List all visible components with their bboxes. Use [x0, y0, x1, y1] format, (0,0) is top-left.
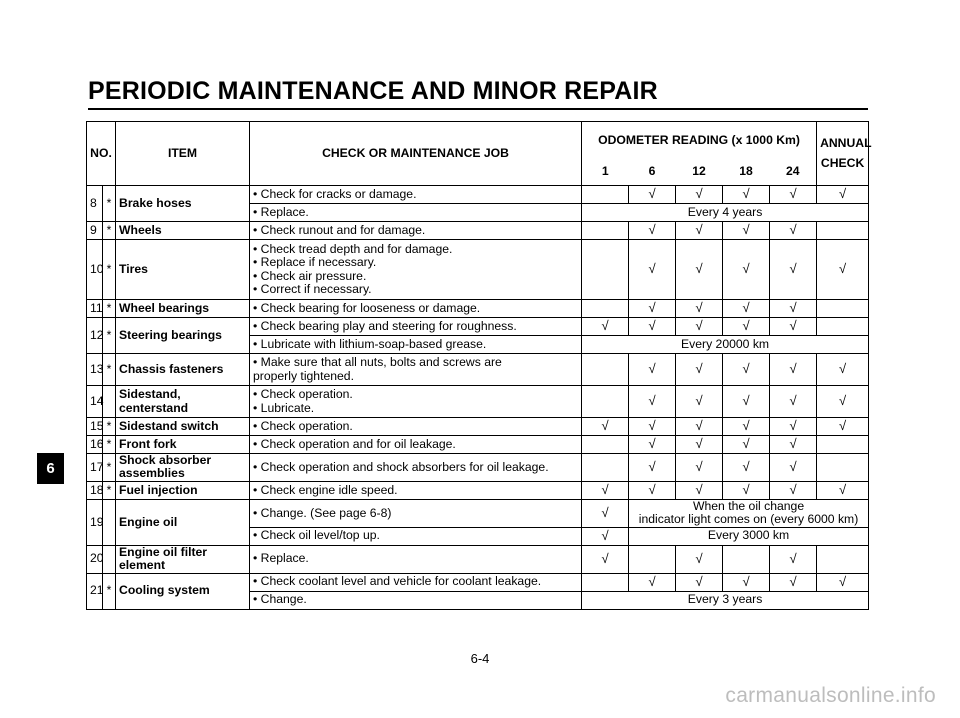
check-mark: √	[582, 481, 629, 499]
row-job-line: • Check bearing for looseness or damage.	[253, 300, 481, 315]
table-body	[87, 186, 869, 610]
check-mark: √	[770, 354, 817, 386]
row-star: *	[103, 354, 116, 386]
row-star: *	[103, 418, 116, 436]
row-job	[250, 499, 582, 527]
row-job	[250, 454, 582, 482]
check-mark: √	[629, 222, 676, 240]
row-star	[103, 545, 116, 573]
row-job-line: • Change.	[253, 592, 307, 607]
interval-text: Every 3 years	[582, 591, 869, 609]
row-job	[250, 354, 582, 386]
row-job-line: • Lubricate with lithium-soap-based grease.	[253, 336, 487, 351]
row-item: Wheel bearings	[116, 300, 250, 318]
empty-cell	[582, 222, 629, 240]
header-odometer: ODOMETER READING (x 1000 Km)	[582, 122, 817, 159]
check-mark: √	[770, 222, 817, 240]
check-mark: √	[676, 454, 723, 482]
interval-text	[629, 499, 869, 527]
row-star: *	[103, 573, 116, 609]
row-number: 17	[87, 454, 103, 482]
check-mark: √	[723, 573, 770, 591]
row-job-line: • Replace.	[253, 551, 309, 566]
empty-cell	[582, 186, 629, 204]
check-mark: √	[723, 418, 770, 436]
row-number: 21	[87, 573, 103, 609]
check-mark: √	[676, 386, 723, 418]
check-mark: √	[817, 240, 869, 300]
check-mark: √	[676, 418, 723, 436]
row-job-line: properly tightened.	[253, 368, 354, 383]
header-odo-18: 18	[723, 159, 770, 186]
header-odo-6: 6	[629, 159, 676, 186]
page-number: 6-4	[470, 651, 490, 666]
check-mark: √	[723, 318, 770, 336]
row-job-line: • Check oil level/top up.	[253, 528, 380, 543]
check-mark: √	[723, 240, 770, 300]
row-job	[250, 527, 582, 545]
interval-text: Every 3000 km	[629, 527, 869, 545]
empty-cell	[629, 545, 676, 573]
empty-cell	[582, 300, 629, 318]
check-mark: √	[582, 545, 629, 573]
check-mark: √	[582, 418, 629, 436]
row-number: 10	[87, 240, 103, 300]
check-mark: √	[770, 545, 817, 573]
header-annual-line2: CHECK	[820, 156, 865, 170]
row-job-line: • Check air pressure.	[253, 268, 367, 283]
row-job-line: • Make sure that all nuts, bolts and screws are	[253, 355, 502, 370]
watermark: carmanualsonline.info	[725, 684, 936, 707]
row-item-line: Shock absorber	[119, 453, 212, 467]
table-row	[87, 186, 869, 204]
row-job-line: • Check operation and shock absorbers for oil leakage.	[253, 459, 549, 474]
maintenance-table	[86, 121, 872, 610]
check-mark: √	[629, 386, 676, 418]
check-mark: √	[723, 222, 770, 240]
check-mark: √	[676, 436, 723, 454]
interval-line: indicator light comes on (every 6000 km)	[638, 512, 859, 527]
row-number: 8	[87, 186, 103, 222]
row-number: 16	[87, 436, 103, 454]
row-job-line: • Change. (See page 6-8)	[253, 505, 392, 520]
row-number: 19	[87, 499, 103, 545]
row-item: Front fork	[116, 436, 250, 454]
check-mark: √	[676, 186, 723, 204]
empty-cell	[582, 454, 629, 482]
header-odo-12: 12	[676, 159, 723, 186]
empty-cell	[817, 318, 869, 336]
check-mark: √	[770, 481, 817, 499]
table-row	[87, 222, 869, 240]
table-row	[87, 300, 869, 318]
row-job-line: • Lubricate.	[253, 400, 315, 415]
row-star: *	[103, 318, 116, 354]
empty-cell	[817, 454, 869, 482]
table-row	[87, 354, 869, 386]
row-job-line: • Check coolant level and vehicle for coolant leakage.	[253, 574, 542, 589]
row-item: Steering bearings	[116, 318, 250, 354]
check-mark: √	[817, 418, 869, 436]
check-mark: √	[770, 573, 817, 591]
row-item: Wheels	[116, 222, 250, 240]
row-star: *	[103, 454, 116, 482]
row-star	[103, 499, 116, 545]
check-mark: √	[770, 186, 817, 204]
empty-cell	[582, 354, 629, 386]
interval-text: Every 4 years	[582, 204, 869, 222]
row-job	[250, 436, 582, 454]
row-number: 13	[87, 354, 103, 386]
row-item: Cooling system	[116, 573, 250, 609]
table-row	[87, 318, 869, 336]
header-odo-24: 24	[770, 159, 817, 186]
check-mark: √	[723, 386, 770, 418]
row-item: Sidestand switch	[116, 418, 250, 436]
check-mark: √	[629, 300, 676, 318]
empty-cell	[817, 300, 869, 318]
check-mark: √	[676, 318, 723, 336]
check-mark: √	[723, 186, 770, 204]
check-mark: √	[817, 481, 869, 499]
row-job	[250, 386, 582, 418]
row-number: 18	[87, 481, 103, 499]
check-mark: √	[582, 499, 629, 527]
table-row	[87, 545, 869, 573]
check-mark: √	[629, 436, 676, 454]
interval-text: Every 20000 km	[582, 336, 869, 354]
check-mark: √	[770, 318, 817, 336]
header-item: ITEM	[116, 122, 250, 186]
header-annual	[817, 122, 872, 186]
title-rule	[88, 108, 868, 110]
check-mark: √	[629, 481, 676, 499]
row-star: *	[103, 222, 116, 240]
check-mark: √	[770, 240, 817, 300]
row-number: 14	[87, 386, 103, 418]
table-row	[87, 454, 869, 482]
check-mark: √	[817, 186, 869, 204]
check-mark: √	[770, 454, 817, 482]
empty-cell	[582, 386, 629, 418]
row-job	[250, 418, 582, 436]
empty-cell	[817, 436, 869, 454]
empty-cell	[582, 240, 629, 300]
check-mark: √	[629, 418, 676, 436]
row-job	[250, 186, 582, 204]
row-number: 20	[87, 545, 103, 573]
check-mark: √	[676, 222, 723, 240]
row-star: *	[103, 240, 116, 300]
check-mark: √	[723, 354, 770, 386]
row-job-line: • Check tread depth and for damage.	[253, 241, 453, 256]
page-title: PERIODIC MAINTENANCE AND MINOR REPAIR	[88, 77, 658, 105]
row-star: *	[103, 186, 116, 222]
table-row	[87, 499, 869, 527]
empty-cell	[582, 573, 629, 591]
check-mark: √	[676, 354, 723, 386]
chapter-tab: 6	[37, 453, 64, 484]
check-mark: √	[723, 454, 770, 482]
row-job	[250, 481, 582, 499]
check-mark: √	[629, 573, 676, 591]
table-row	[87, 436, 869, 454]
check-mark: √	[723, 300, 770, 318]
check-mark: √	[629, 186, 676, 204]
table-row	[87, 386, 869, 418]
row-star	[103, 386, 116, 418]
table-row	[87, 481, 869, 499]
row-number: 12	[87, 318, 103, 354]
empty-cell	[817, 545, 869, 573]
row-number: 15	[87, 418, 103, 436]
check-mark: √	[629, 454, 676, 482]
row-item	[116, 454, 250, 482]
row-job-line: • Replace if necessary.	[253, 255, 377, 270]
check-mark: √	[676, 300, 723, 318]
row-star: *	[103, 300, 116, 318]
row-item: Engine oil filter element	[116, 545, 250, 573]
row-job	[250, 336, 582, 354]
row-item: Fuel injection	[116, 481, 250, 499]
check-mark: √	[817, 573, 869, 591]
header-job: CHECK OR MAINTENANCE JOB	[250, 122, 582, 186]
empty-cell	[582, 436, 629, 454]
check-mark: √	[817, 354, 869, 386]
row-job-line: • Check operation.	[253, 387, 353, 402]
row-job-line: • Check bearing play and steering for roughness.	[253, 318, 517, 333]
row-job	[250, 300, 582, 318]
table-row	[87, 573, 869, 591]
row-job	[250, 222, 582, 240]
row-star: *	[103, 436, 116, 454]
table-row	[87, 418, 869, 436]
check-mark: √	[676, 481, 723, 499]
empty-cell	[723, 545, 770, 573]
check-mark: √	[629, 318, 676, 336]
row-item: Engine oil	[116, 499, 250, 545]
table-row	[87, 240, 869, 300]
check-mark: √	[582, 527, 629, 545]
row-job-line: • Check operation.	[253, 418, 353, 433]
header-annual-line1: ANNUAL	[820, 135, 872, 150]
interval-line: When the oil change	[692, 498, 805, 513]
check-mark: √	[582, 318, 629, 336]
row-job-line: • Check for cracks or damage.	[253, 186, 417, 201]
check-mark: √	[723, 481, 770, 499]
check-mark: √	[817, 386, 869, 418]
row-job	[250, 204, 582, 222]
check-mark: √	[676, 573, 723, 591]
row-item: Brake hoses	[116, 186, 250, 222]
row-star: *	[103, 481, 116, 499]
row-job	[250, 318, 582, 336]
check-mark: √	[723, 436, 770, 454]
row-job	[250, 591, 582, 609]
empty-cell	[817, 222, 869, 240]
row-job	[250, 545, 582, 573]
header-odo-1: 1	[582, 159, 629, 186]
row-job-line: • Check operation and for oil leakage.	[253, 436, 456, 451]
check-mark: √	[676, 545, 723, 573]
row-job-line: • Correct if necessary.	[253, 281, 372, 296]
row-job-line: • Replace.	[253, 204, 309, 219]
header-no: NO.	[87, 122, 116, 186]
row-item: Chassis fasteners	[116, 354, 250, 386]
check-mark: √	[770, 418, 817, 436]
row-item-line: assemblies	[119, 466, 185, 481]
row-item: Tires	[116, 240, 250, 300]
row-job	[250, 240, 582, 300]
check-mark: √	[770, 300, 817, 318]
row-job-line: • Check runout and for damage.	[253, 222, 426, 237]
check-mark: √	[770, 436, 817, 454]
check-mark: √	[629, 240, 676, 300]
check-mark: √	[770, 386, 817, 418]
row-number: 9	[87, 222, 103, 240]
check-mark: √	[676, 240, 723, 300]
row-job	[250, 573, 582, 591]
row-item: Sidestand, centerstand	[116, 386, 250, 418]
check-mark: √	[629, 354, 676, 386]
row-number: 11	[87, 300, 103, 318]
row-job-line: • Check engine idle speed.	[253, 482, 398, 497]
